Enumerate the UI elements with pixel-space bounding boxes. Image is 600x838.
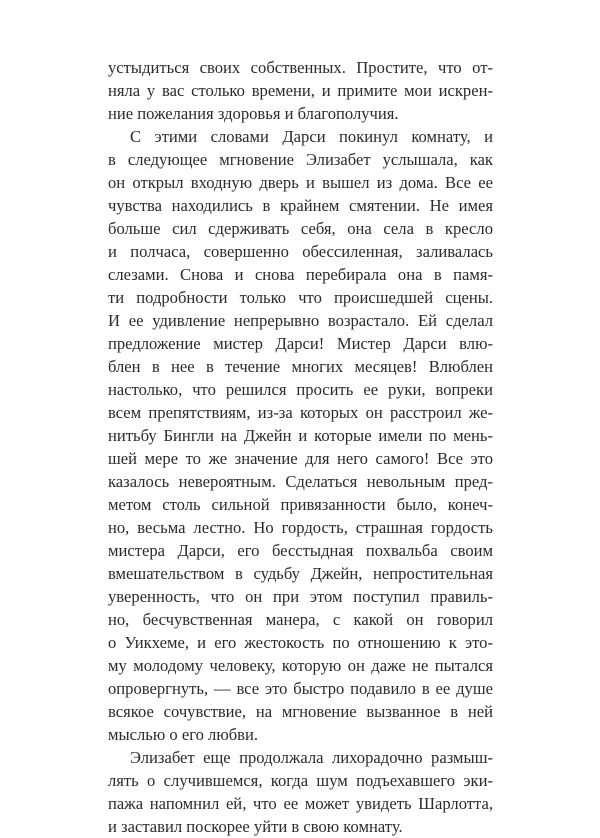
text-line: мыслью о его любви. bbox=[108, 725, 259, 744]
text-line: метом столь сильной привязанности было, конеч- bbox=[108, 495, 493, 514]
text-line: и полчаса, совершенно обессиленная, заливалась bbox=[108, 242, 493, 261]
text-line: больше сил сдерживать себя, она села в кресло bbox=[108, 219, 493, 238]
paragraph-3 bbox=[108, 746, 493, 838]
text-line: он открыл входную дверь и вышел из дома. Все ее bbox=[108, 173, 493, 192]
text-line: му молодому человеку, которую он даже не пытался bbox=[108, 656, 493, 675]
text-line: но, весьма лестно. Но гордость, страшная гордость bbox=[108, 518, 493, 537]
text-line: в следующее мгновение Элизабет услышала, как bbox=[108, 150, 493, 169]
paragraph-1 bbox=[108, 56, 493, 125]
text-line: настолько, что решился просить ее руки, вопреки bbox=[108, 380, 493, 399]
text-line: ти подробности только что происшедшей сцены. bbox=[108, 288, 493, 307]
paragraph-2 bbox=[108, 125, 493, 746]
text-line: но, бесчувственная манера, с какой он говорил bbox=[108, 610, 493, 629]
text-line: С этими словами Дарси покинул комнату, и bbox=[130, 127, 493, 146]
text-line: ние пожелания здоровья и благополучия. bbox=[108, 104, 399, 123]
text-line: мистера Дарси, его бесстыдная похвальба своим bbox=[108, 541, 493, 560]
text-line: опровергнуть, — все это быстро подавило в ее душе bbox=[108, 679, 493, 698]
text-line: няла у вас столько времени, и примите мои искрен- bbox=[108, 81, 493, 100]
text-line: казалось невероятным. Сделаться невольным пред- bbox=[108, 472, 493, 491]
text-line: уверенность, что он при этом поступил правиль- bbox=[108, 587, 493, 606]
text-line: устыдиться своих собственных. Простите, что от- bbox=[108, 58, 493, 77]
text-line: лять о случившемся, когда шум подъехавшего эки- bbox=[108, 771, 493, 790]
text-line: всякое сочувствие, на мгновение вызванное в ней bbox=[108, 702, 493, 721]
text-line: всем препятствиям, из-за которых он расстроил же- bbox=[108, 403, 493, 422]
text-line: предложение мистер Дарси! Мистер Дарси влю- bbox=[108, 334, 493, 353]
text-line: Элизабет еще продолжала лихорадочно размыш- bbox=[130, 748, 493, 767]
text-line: И ее удивление непрерывно возрастало. Ей сделал bbox=[108, 311, 493, 330]
text-line: пажа напомнил ей, что ее может увидеть Шарлотта, bbox=[108, 794, 493, 813]
text-line: чувства находились в крайнем смятении. Не имея bbox=[108, 196, 493, 215]
text-line: слезами. Снова и снова перебирала она в памя- bbox=[108, 265, 493, 284]
text-line: и заставил поскорее уйти в свою комнату. bbox=[108, 817, 403, 836]
page-text bbox=[108, 56, 493, 838]
text-line: вмешательством в судьбу Джейн, непростительная bbox=[108, 564, 493, 583]
text-line: о Уикхеме, и его жестокость по отношению к это- bbox=[108, 633, 493, 652]
text-line: блен в нее в течение многих месяцев! Влюблен bbox=[108, 357, 493, 376]
text-line: нитьбу Бингли на Джейн и которые имели по мень- bbox=[108, 426, 493, 445]
text-line: шей мере то же значение для него самого! Все это bbox=[108, 449, 493, 468]
